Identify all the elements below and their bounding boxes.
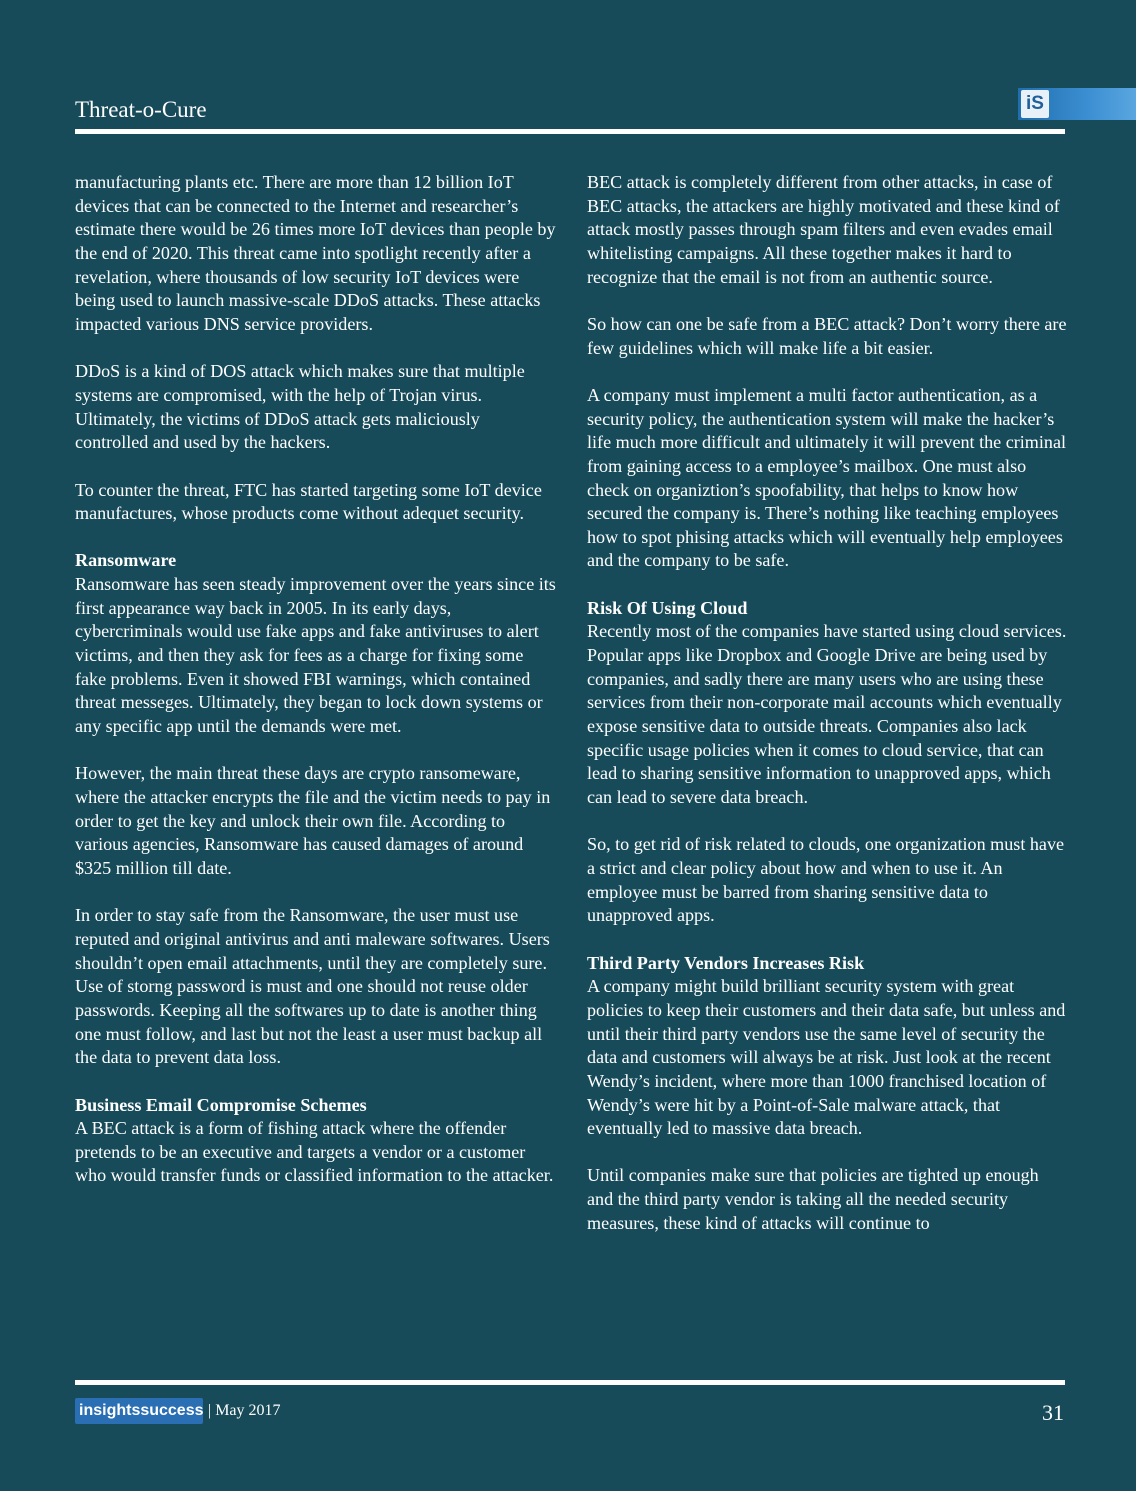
paragraph: So how can one be safe from a BEC attack? Don’t worry there are few guidelines which will make life a bit easier. — [587, 313, 1067, 358]
paragraph: A BEC attack is a form of fishing attack where the offender pretends to be an executive and targets a vendor or a customer who would transfer funds or classified information to the attacker. — [75, 1118, 554, 1186]
paragraph: DDoS is a kind of DOS attack which makes sure that multiple systems are compromised, with the help of Trojan virus. Ultimately, the victims of DDoS attack gets maliciously controlled and used by the hackers. — [75, 361, 525, 453]
paragraph: In order to stay safe from the Ransomware, the user must use reputed and original antivirus and anti maleware softwares. Users shouldn’t open email attachments, until they are completely sure. Use of storng password is must and one should not reuse older passwords. Keeping all the softwares up to date is another thing one must follow, and last but not the least a user must backup all the data to prevent data loss. — [75, 905, 550, 1068]
heading-ransomware: Ransomware — [75, 550, 177, 571]
paragraph: However, the main threat these days are crypto ransomeware, where the attacker encrypts the file and the victim needs to pay in order to get the key and unlock their own file. According to various agencies, Ransomware has caused damages of around $325 million till date. — [75, 763, 551, 878]
paragraph: A company might build brilliant security system with great policies to keep their customers and their data safe, but unless and until their third party vendors use the same level of security the data and customers will always be at risk. Just look at the recent Wendy’s incident, where more than 1000 franchised location of Wendy’s were hit by a Point-of-Sale malware attack, that eventually led to massive data breach. — [587, 976, 1066, 1139]
page-number: 31 — [1042, 1400, 1064, 1425]
paragraph: manufacturing plants etc. There are more than 12 billion IoT devices that can be connected to the Internet and researcher’s estimate there would be 26 times more IoT devices than people by the end of 2020. This threat came into spotlight recently after a revelation, where thousands of low security IoT devices were being used to launch massive-scale DDoS attacks. These attacks impacted various DNS service providers. — [75, 172, 556, 334]
brand-logo-icon: iS — [1021, 90, 1049, 118]
heading-vendors: Third Party Vendors Increases Risk — [587, 952, 865, 973]
footer-divider — [75, 1380, 1065, 1385]
paragraph: Ransomware has seen steady improvement over the years since its first appearance way back in 2005. In its early days, cybercriminals would use fake apps and fake antiviruses to alert victims, and then they ask for fees as a charge for fixing some fake problems. Even it showed FBI warnings, which contained threat messeges. Ultimately, they began to lock down systems or any specific app until the demands were met. — [75, 574, 556, 737]
header-divider — [75, 129, 1065, 134]
paragraph: So, to get rid of risk related to clouds, one organization must have a strict and clear policy about how and when to use it. An employee must be barred from sharing sensitive data to unapproved apps. — [587, 834, 1065, 926]
paragraph: Recently most of the companies have started using cloud services. Popular apps like Dropbox and Google Drive are being used by companies, and sadly there are many users who are using these services from their non-corporate mail accounts which eventually expose sensitive data to outside threats. Companies also lack specific usage policies when it comes to cloud service, that can lead to sharing sensitive information to unapproved apps, which can lead to severe data breach. — [587, 621, 1067, 808]
paragraph: BEC attack is completely different from other attacks, in case of BEC attacks, the attackers are highly motivated and these kind of attack mostly passes through spam filters and even evades email whitelisting campaigns. All these together makes it hard to recognize that the email is not from an authentic source. — [587, 172, 1060, 287]
heading-cloud: Risk Of Using Cloud — [587, 597, 748, 618]
paragraph: To counter the threat, FTC has started targeting some IoT device manufactures, whose products come without adequet security. — [75, 479, 542, 524]
paragraph: A company must implement a multi factor authentication, as a security policy, the authentication system will make the hacker’s life much more difficult and ultimately it will prevent the criminal from gaining access to a employee’s mailbox. One must also check on organiztion’s spoofability, that helps to know how secured the company is. There’s nothing like teaching employees how to spot phising attacks which will eventually help employees and the company to be safe. — [587, 384, 1067, 571]
section-title: Threat-o-Cure — [75, 97, 207, 122]
heading-bec: Business Email Compromise Schemes — [75, 1094, 367, 1115]
right-column — [587, 171, 1067, 1259]
issue-date: | May 2017 — [208, 1402, 281, 1419]
paragraph: Until companies make sure that policies are tighted up enough and the third party vendor is taking all the needed security measures, these kind of attacks will continue to — [587, 1165, 1039, 1233]
left-column — [75, 171, 557, 1212]
footer-logo-icon: insightssuccess — [75, 1398, 203, 1424]
